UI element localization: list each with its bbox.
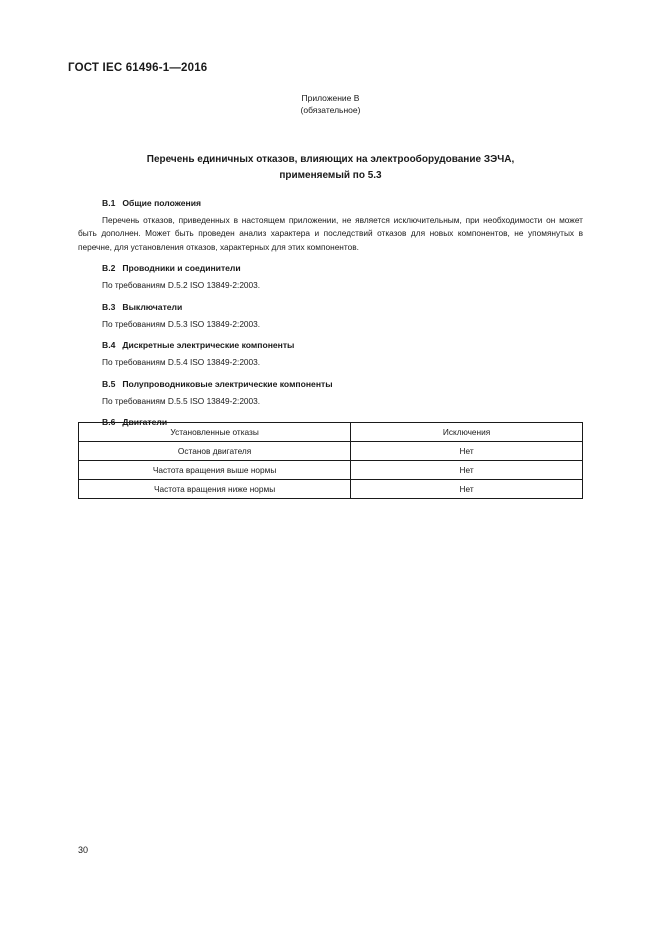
- table-cell-failure: Частота вращения ниже нормы: [79, 480, 351, 499]
- table-row: [79, 461, 583, 480]
- section-heading-b3: [102, 302, 583, 312]
- section-paragraph-b4: По требованиям D.5.4 ISO 13849-2:2003.: [102, 357, 261, 368]
- table-cell-exclusion: Нет: [351, 480, 583, 499]
- table-column-header-exclusions: Исключения: [351, 423, 583, 442]
- table-cell-exclusion: Нет: [351, 442, 583, 461]
- section-heading-b1: [102, 198, 583, 208]
- annex-status: (обязательное): [300, 105, 361, 116]
- page-number: 30: [78, 845, 89, 855]
- section-number-b6: В.6: [102, 417, 116, 428]
- section-number-b3: В.3: [102, 301, 116, 312]
- table-header-row: [79, 423, 583, 442]
- section-paragraph-b1: Перечень отказов, приведенных в настоящем приложении, не является исключительным, при необходимости он может быть дополнен. Может быть проведен анализ характера и последствий отказов для новых компонентов, не упомянутых в перечне, для установления отказов, характерных для этих компонентов.: [78, 215, 583, 252]
- page-title-line-2: применяемый по 5.3: [279, 170, 382, 181]
- annex-label: Приложение В: [301, 93, 360, 103]
- section-number-b5: В.5: [102, 378, 116, 389]
- section-title-b6: Двигатели: [122, 417, 168, 428]
- section-paragraph-b5: По требованиям D.5.5 ISO 13849-2:2003.: [102, 395, 261, 406]
- section-paragraph-b3: По требованиям D.5.3 ISO 13849-2:2003.: [102, 318, 261, 329]
- section-number-b1: В.1: [102, 198, 116, 208]
- annex-label-block: [0, 92, 661, 117]
- table-row: [79, 442, 583, 461]
- table-cell-failure: Останов двигателя: [79, 442, 351, 461]
- section-paragraph-b2: По требованиям D.5.2 ISO 13849-2:2003.: [102, 280, 261, 291]
- section-title-b1: Общие положения: [122, 198, 202, 208]
- section-title-b5: Полупроводниковые электрические компоненты: [122, 378, 333, 389]
- section-heading-b4: [102, 340, 583, 350]
- document-body: [78, 198, 583, 433]
- section-heading-b5: [102, 379, 583, 389]
- table-cell-failure: Частота вращения выше нормы: [79, 461, 351, 480]
- table-row: [79, 480, 583, 499]
- section-title-b2: Проводники и соединители: [122, 263, 241, 274]
- page-title-line-1: Перечень единичных отказов, влияющих на электрооборудование ЗЭЧА,: [146, 154, 515, 165]
- table-cell-exclusion: Нет: [351, 461, 583, 480]
- table-column-header-failures: Установленные отказы: [79, 423, 351, 442]
- page-title: [78, 152, 583, 184]
- section-title-b3: Выключатели: [122, 301, 183, 312]
- section-number-b2: В.2: [102, 263, 116, 274]
- failures-table: [78, 422, 583, 499]
- section-title-b4: Дискретные электрические компоненты: [122, 340, 295, 351]
- section-heading-b2: [102, 263, 583, 273]
- page-header: ГОСТ IEC 61496-1—2016: [68, 62, 208, 74]
- section-number-b4: В.4: [102, 340, 116, 351]
